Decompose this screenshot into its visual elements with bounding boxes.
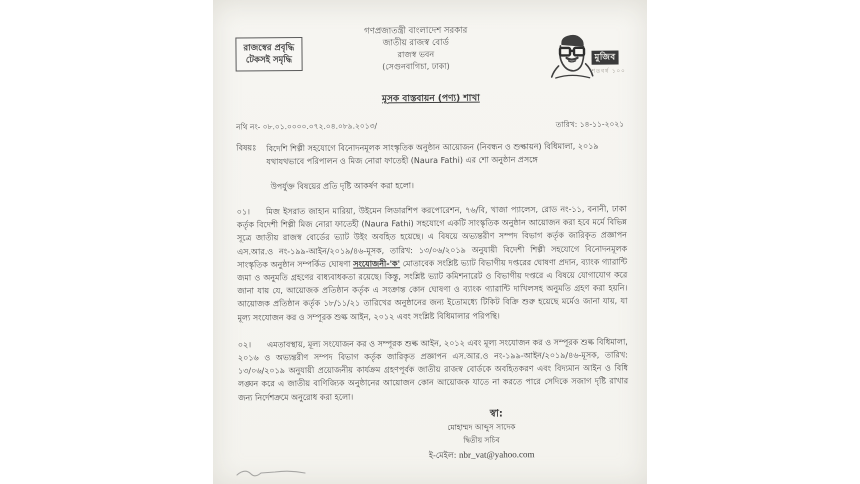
paragraph-text: মোতাবেক সংশ্লিষ্ট ভ্যাট বিভাগীয় দপ্তরের ঘোষণা প্রদান, ব্যাংক গ্যারান্টি জমা ও অনুমতি গ্রহণের বাধ্যবাধকতা রয়েছে। কিন্তু, সংশ্লিষ্ট ভ্যাট কমিশনারেট ও বিভাগীয় দপ্তরে এ বিষয়ে যোগাযোগ করে জানা যায় যে, আয়োজক প্রতিষ্ঠান কর্তৃক এ সংক্রান্ত কোন ঘোষণা ও ব্যাংক গ্যারান্টি দাখিলসহ অনুমতি গ্রহণ করা হয়নি। আয়োজক প্রতিষ্ঠান কর্তৃক ১৮/১১/২১ তারিখের অনুষ্ঠানের জন্য ইতোমধ্যে টিকিট বিক্রি শুরু হয়েছে মর্মেও জানা যায়, যা মূল্য সংযোজন কর ও সম্পূরক শুল্ক আইন, ২০১২ এবং সংশ্লিষ্ট বিধিমালার পরিপন্থি। [237, 257, 628, 323]
slogan-line-1: রাজস্বের প্রবৃদ্ধি [243, 43, 295, 54]
handwritten-mark [235, 463, 325, 482]
logo-subtext: শতবর্ষ ১০০ [591, 67, 626, 75]
signatory-designation: দ্বিতীয় সচিব [463, 435, 500, 445]
email-row [393, 448, 571, 462]
letter-header [235, 22, 625, 85]
building-name: রাজস্ব ভবন [397, 49, 435, 60]
signature-mark: স্বা: [489, 408, 503, 420]
paragraph-text: মিজ ইসরাত জাহান মারিয়া, উইমেন লিডারশিপ করপোরেশন, ৭৬/বি, খাজা প্যালেস, রোড নং-১১, বনানী, ঢাকা কর্তৃক বিদেশী শিল্পী মিজ নোরা ফাতেহী (Naura Fathi) সহযোগে একটি সাংস্কৃতিক অনুষ্ঠান আয়োজন করা হবে মর্মে বিভিন্ন সূত্রে জাতীয় রাজস্ব বোর্ডের ভ্যাট উইং অবহিত হয়েছে। এ বিষয়ে অভ্যন্তরীণ সম্পদ বিভাগ কর্তৃক জারিকৃত প্রজ্ঞাপন এস.আর.ও নং-১৯৯-আইন/২০১৯/৪৬-মূসক, তারিখ: ১৩/০৬/২০১৯ অনুযায়ী বিদেশী শিল্পী সহযোগে বিনোদনমূলক সাংস্কৃতিক অনুষ্ঠান সম্পর্কিত ঘোষণা [236, 204, 628, 270]
body-paragraph-2 [238, 335, 629, 404]
slogan-line-2: টেকসই সমৃদ্ধি [245, 55, 292, 66]
subject-label: বিষয়ঃ [236, 143, 257, 153]
letter-sheet [213, 0, 647, 484]
signatory-name: মোহাম্মদ আব্দুস সাদেক [447, 422, 516, 432]
revenue-slogan-box [235, 37, 302, 72]
meta-row [236, 118, 626, 133]
email-address: nbr_vat@yahoo.com [458, 449, 535, 460]
email-label: ই-মেইল: [428, 450, 457, 460]
mujib-100-logo [529, 30, 625, 83]
government-name: গণপ্রজাতন্ত্রী বাংলাদেশ সরকার [364, 25, 468, 37]
office-address: (সেগুনবাগিচা, ঢাকা) [382, 61, 450, 71]
salutation-line: উপর্যুক্ত বিষয়ের প্রতি দৃষ্টি আকর্ষণ করা হলো। [270, 181, 414, 192]
branch-name: মূসক বাস্তবায়ন (পণ্য) শাখা [381, 93, 480, 105]
logo-wordmark [592, 50, 626, 77]
annexure-ka-highlight: সংযোজনী-'ক' [353, 259, 401, 269]
logo-word: মুজিব [592, 50, 619, 64]
board-name: জাতীয় রাজস্ব বোর্ড [382, 37, 449, 48]
paragraph-number: ০১। [236, 207, 251, 217]
paragraph-text: এমতাবস্থায়, মূল্য সংযোজন কর ও সম্পূরক শুল্ক আইন, ২০১২ এবং মূল্য সংযোজন কর ও সম্পূরক শুল্ক বিধিমালা, ২০১৬ ও অভ্যন্তরীণ সম্পদ বিভাগ কর্তৃক জারিকৃত প্রজ্ঞাপন এস.আর.ও নং-১৯৯-আইন/২০১৯/৪৬-মূসক, তারিখ: ১৩/০৬/২০১৯ অনুযায়ী প্রয়োজনীয় কার্যক্রম গ্রহণপূর্বক জাতীয় রাজস্ব বোর্ডকে অবহিতকরণ এবং বিদ্যমান আইন ও বিধি লঙ্ঘন করে এ জাতীয় বাণিজ্যিক অনুষ্ঠানের আয়োজন কোন আয়োজক যাতে না করতে পারে সেদিকে সজাগ দৃষ্টি রাখার জন্য নির্দেশক্রমে অনুরোধ করা হলো। [237, 337, 629, 403]
body-paragraph-1 [237, 202, 628, 324]
file-number: নথি নং- ০৮.০১.০০০০.০৭২.০৪.০৮৯.২০১৩/ [236, 121, 378, 132]
org-header [302, 23, 530, 73]
signature-block [392, 408, 570, 462]
subject-block [236, 139, 626, 168]
mujib-portrait-icon [545, 31, 597, 83]
document-photo [213, 0, 647, 484]
subject-text: বিদেশি শিল্পী সহযোগে বিনোদনমূলক সাংস্কৃতিক অনুষ্ঠান আয়োজন (নিবন্ধন ও শুল্কায়ন) বিধিমালা, ২০১৯ যথাযথভাবে পরিপালন ও মিজ নোরা ফাতেহী (Naura Fathi) এর শো অনুষ্ঠান প্রসঙ্গে [266, 141, 599, 167]
letter-date: তারিখ: ১৪-১১-২০২১ [555, 119, 625, 130]
paragraph-number: ০২। [237, 340, 252, 350]
